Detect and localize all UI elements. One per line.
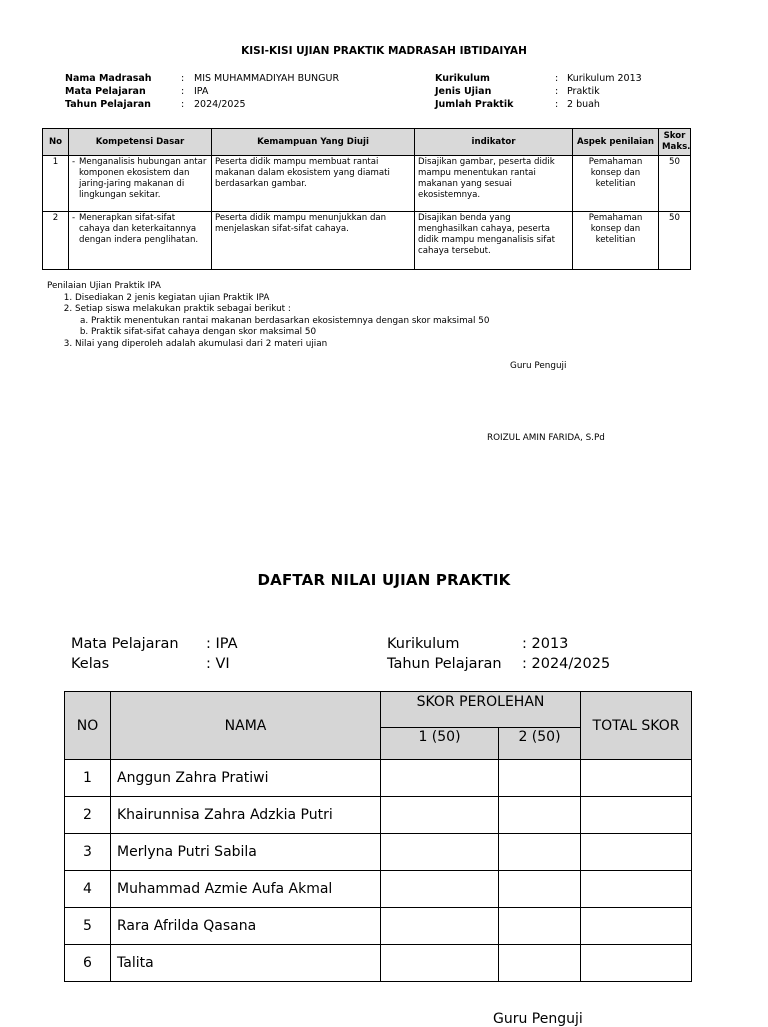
assessment-notes <box>47 281 489 350</box>
score-2-cell[interactable] <box>499 908 581 945</box>
header-no: NO <box>65 692 111 760</box>
table-row <box>65 797 692 834</box>
signer-name: ROIZUL AMIN FARIDA, S.Pd <box>487 433 605 443</box>
score-2-cell[interactable] <box>499 797 581 834</box>
meta-value: MIS MUHAMMADIYAH BUNGUR <box>194 73 340 84</box>
note-text: Setiap siswa melakukan praktik sebagai berikut : <box>75 304 291 314</box>
score-1-cell[interactable] <box>381 908 499 945</box>
kd-text: Menerapkan sifat-sifat cahaya dan keterkaitannya dengan indera penglihatan. <box>79 213 199 245</box>
header-total-skor: TOTAL SKOR <box>581 692 692 760</box>
signer-title-2: Guru Penguji <box>493 1011 583 1027</box>
meta-colon: : <box>181 99 185 110</box>
row-kd <box>69 156 212 212</box>
student-no: 4 <box>65 871 111 908</box>
meta-value: 2024/2025 <box>194 99 246 110</box>
score-1-cell[interactable] <box>381 871 499 908</box>
notes-list <box>47 293 489 351</box>
row-kemampuan: Peserta didik mampu membuat rantai makanan dalam ekosistem yang diamati berdasarkan gambar. <box>212 156 415 212</box>
header-no: No <box>43 129 69 156</box>
student-no: 5 <box>65 908 111 945</box>
note-item <box>75 304 489 339</box>
meta-value: Praktik <box>567 86 600 97</box>
kisi-table <box>42 128 691 270</box>
header-skor-2: 2 (50) <box>499 728 581 760</box>
total-score-cell[interactable] <box>581 908 692 945</box>
student-name: Rara Afrilda Qasana <box>111 908 381 945</box>
total-score-cell[interactable] <box>581 797 692 834</box>
student-name: Khairunnisa Zahra Adzkia Putri <box>111 797 381 834</box>
meta-label: Jenis Ujian <box>435 86 492 97</box>
total-score-cell[interactable] <box>581 945 692 982</box>
note-item <box>75 293 489 305</box>
total-score-cell[interactable] <box>581 760 692 797</box>
meta-label: Jumlah Praktik <box>435 99 514 110</box>
row-kemampuan: Peserta didik mampu menunjukkan dan menjelaskan sifat-sifat cahaya. <box>212 212 415 270</box>
table-row <box>43 212 691 270</box>
note-item <box>75 339 489 351</box>
table-row <box>65 760 692 797</box>
meta-label: Tahun Pelajaran <box>65 99 151 110</box>
header-skor: Skor Maks. <box>659 129 691 156</box>
subnote-item: b. Praktik sifat-sifat cahaya dengan skor maksimal 50 <box>91 327 489 339</box>
table-row <box>43 156 691 212</box>
meta-value: Kurikulum 2013 <box>567 73 642 84</box>
score-1-cell[interactable] <box>381 797 499 834</box>
student-name: Talita <box>111 945 381 982</box>
table-row <box>65 871 692 908</box>
row-indikator: Disajikan benda yang menghasilkan cahaya, peserta didik mampu menganalisis sifat cahaya tersebut. <box>415 212 573 270</box>
table-header-row <box>43 129 691 156</box>
total-score-cell[interactable] <box>581 871 692 908</box>
nilai-table <box>64 691 692 982</box>
kelas-label: Kelas <box>71 656 110 672</box>
meta-label: Mata Pelajaran <box>65 86 146 97</box>
header-kemampuan: Kemampuan Yang Diuji <box>212 129 415 156</box>
mapel-label: Mata Pelajaran <box>71 636 179 652</box>
student-name: Merlyna Putri Sabila <box>111 834 381 871</box>
total-score-cell[interactable] <box>581 834 692 871</box>
score-1-cell[interactable] <box>381 760 499 797</box>
header-indikator: indikator <box>415 129 573 156</box>
score-2-cell[interactable] <box>499 834 581 871</box>
header-skor-perolehan: SKOR PEROLEHAN <box>381 692 581 728</box>
score-1-cell[interactable] <box>381 945 499 982</box>
header-skor-1: 1 (50) <box>381 728 499 760</box>
student-no: 6 <box>65 945 111 982</box>
header-kompetensi: Kompetensi Dasar <box>69 129 212 156</box>
meta-label: Nama Madrasah <box>65 73 152 84</box>
meta-colon: : <box>555 73 559 84</box>
score-2-cell[interactable] <box>499 945 581 982</box>
kelas-value: : VI <box>206 656 230 672</box>
note-text: Disediakan 2 jenis kegiatan ujian Praktik IPA <box>75 292 270 303</box>
header-aspek: Aspek penilaian <box>573 129 659 156</box>
nilai-title: DAFTAR NILAI UJIAN PRAKTIK <box>257 571 511 589</box>
student-no: 1 <box>65 760 111 797</box>
row-skor: 50 <box>659 156 691 212</box>
meta-value: IPA <box>194 86 209 97</box>
note-text: Nilai yang diperoleh adalah akumulasi dari 2 materi ujian <box>75 338 328 349</box>
score-1-cell[interactable] <box>381 834 499 871</box>
kurikulum-label: Kurikulum <box>387 636 460 652</box>
kurikulum-value: : 2013 <box>522 636 569 652</box>
subnote-item: a. Praktik menentukan rantai makanan berdasarkan ekosistemnya dengan skor maksimal 50 <box>91 316 489 328</box>
row-no: 2 <box>43 212 69 270</box>
student-no: 3 <box>65 834 111 871</box>
student-name: Anggun Zahra Pratiwi <box>111 760 381 797</box>
row-kd <box>69 212 212 270</box>
row-indikator: Disajikan gambar, peserta didik mampu menentukan rantai makanan yang sesuai ekosistemnya. <box>415 156 573 212</box>
subnotes-list <box>75 316 489 339</box>
score-2-cell[interactable] <box>499 760 581 797</box>
row-skor: 50 <box>659 212 691 270</box>
table-header-row <box>65 692 692 728</box>
student-name: Muhammad Azmie Aufa Akmal <box>111 871 381 908</box>
meta-colon: : <box>181 73 185 84</box>
kd-text: Menganalisis hubungan antar komponen ekosistem dan jaring-jaring makanan di lingkungan sekitar. <box>79 157 207 200</box>
tahun-value: : 2024/2025 <box>522 656 611 672</box>
kisi-title: KISI-KISI UJIAN PRAKTIK MADRASAH IBTIDAIYAH <box>241 45 527 57</box>
table-row <box>65 834 692 871</box>
table-row <box>65 945 692 982</box>
tahun-label: Tahun Pelajaran <box>387 656 502 672</box>
meta-label: Kurikulum <box>435 73 490 84</box>
signer-title: Guru Penguji <box>510 361 567 371</box>
mapel-value: : IPA <box>206 636 238 652</box>
table-row <box>65 908 692 945</box>
meta-colon: : <box>555 86 559 97</box>
notes-title: Penilaian Ujian Praktik IPA <box>47 281 161 291</box>
row-aspek: Pemahaman konsep dan ketelitian <box>573 156 659 212</box>
student-no: 2 <box>65 797 111 834</box>
row-no: 1 <box>43 156 69 212</box>
kd-dash: - <box>72 157 76 167</box>
row-aspek: Pemahaman konsep dan ketelitian <box>573 212 659 270</box>
meta-colon: : <box>555 99 559 110</box>
header-nama: NAMA <box>111 692 381 760</box>
meta-value: 2 buah <box>567 99 600 110</box>
kd-dash: - <box>72 213 76 223</box>
meta-colon: : <box>181 86 185 97</box>
score-2-cell[interactable] <box>499 871 581 908</box>
